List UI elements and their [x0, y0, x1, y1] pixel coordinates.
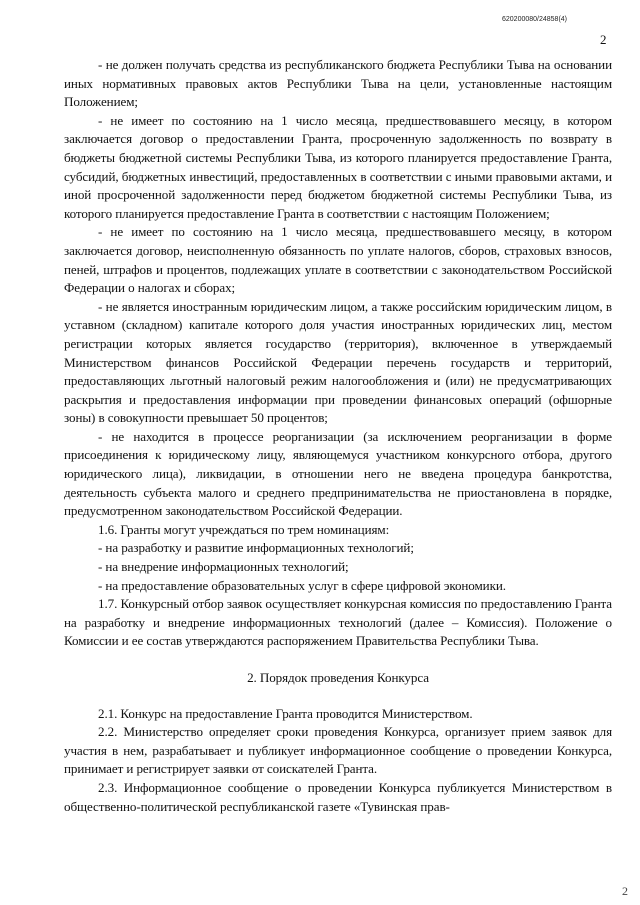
paragraph-2-2: 2.2. Министерство определяет сроки проведения Конкурса, организует прием заявок для участия в нем, разрабатывает и публикует информационное сообщение о проведении Конкурса, принимает и регистрирует заявки от соискателей Гранта.	[64, 724, 612, 777]
paragraph-bullet-4: - не является иностранным юридическим лицом, а также российским юридическим лицом, в уставном (складном) капитале которого доля участия иностранных юридических лиц, местом регистрации которых является государство (территория), включенное в утверждаемый Министерством финансов Российской Федерации перечень государств и территорий, предоставляющих льготный налоговый режим налогообложения и (или) не предусматривающих раскрытия и предоставления информации при проведении финансовых операций (офшорные зоны) в совокупности превышает 50 процентов;	[64, 298, 612, 426]
paragraph-bullet-2: - не имеет по состоянию на 1 число месяца, предшествовавшего месяцу, в котором заключается договор о предоставлении Гранта, просроченную задолженность по возврату в бюджеты бюджетной системы Республики Тыва, из которого планируется предоставление Гранта, субсидий, бюджетных инвестиций, предоставленных в соответствии с иными правовыми актами, и иной просроченной задолженности перед бюджетом бюджетной системы Республики Тыва, из которого планируется предоставление Гранта в соответствии с настоящим Положением;	[64, 112, 612, 221]
paragraph-bullet-1: - не должен получать средства из республиканского бюджета Республики Тыва на основании иных нормативных правовых актов Республики Тыва на цели, установленные настоящим Положением;	[64, 57, 612, 110]
paragraph-1-7: 1.7. Конкурсный отбор заявок осуществляет конкурсная комиссия по предоставлению Гранта на разработку и внедрение информационных технологий (далее – Комиссия). Положение о Комиссии и ее состав утверждаются распоряжением Правительства Республики Тыва.	[64, 596, 612, 649]
section-heading: 2. Порядок проведения Конкурса	[247, 670, 429, 685]
paragraph-1-6: 1.6. Гранты могут учреждаться по трем номинациям:	[98, 521, 390, 537]
paragraph-bullet-5: - не находится в процессе реорганизации (за исключением реорганизации в форме присоединения к юридическому лицу, являющемуся участником конкурсного отбора, другого юридического лица), ликвидации, в отношении него не введена процедура банкротства, деятельность субъекта малого и среднего предпринимательства не приостановлена в порядке, предусмотренном законодательством Российской Федерации.	[64, 428, 612, 519]
page-number: 2	[600, 32, 607, 47]
corner-mark: 2	[622, 884, 628, 898]
paragraph-2-3: 2.3. Информационное сообщение о проведении Конкурса публикуется Министерством в общественно-политической республиканской газете «Тувинская прав-	[64, 779, 612, 814]
nomination-item-1: - на разработку и развитие информационных технологий;	[98, 540, 414, 556]
document-id: 620200080/24858(4)	[502, 16, 568, 23]
document-body	[64, 56, 612, 816]
nomination-item-2: - на внедрение информационных технологий;	[98, 559, 349, 575]
paragraph-2-1: 2.1. Конкурс на предоставление Гранта проводится Министерством.	[98, 705, 473, 721]
paragraph-bullet-3: - не имеет по состоянию на 1 число месяца, предшествовавшего месяцу, в котором заключается договор, неисполненную обязанность по уплате налогов, сборов, страховых взносов, пеней, штрафов и процентов, подлежащих уплате в соответствии с законодательством Российской Федерации о налогах и сборах;	[64, 224, 612, 296]
nomination-item-3: - на предоставление образовательных услуг в сфере цифровой экономики.	[98, 577, 506, 593]
